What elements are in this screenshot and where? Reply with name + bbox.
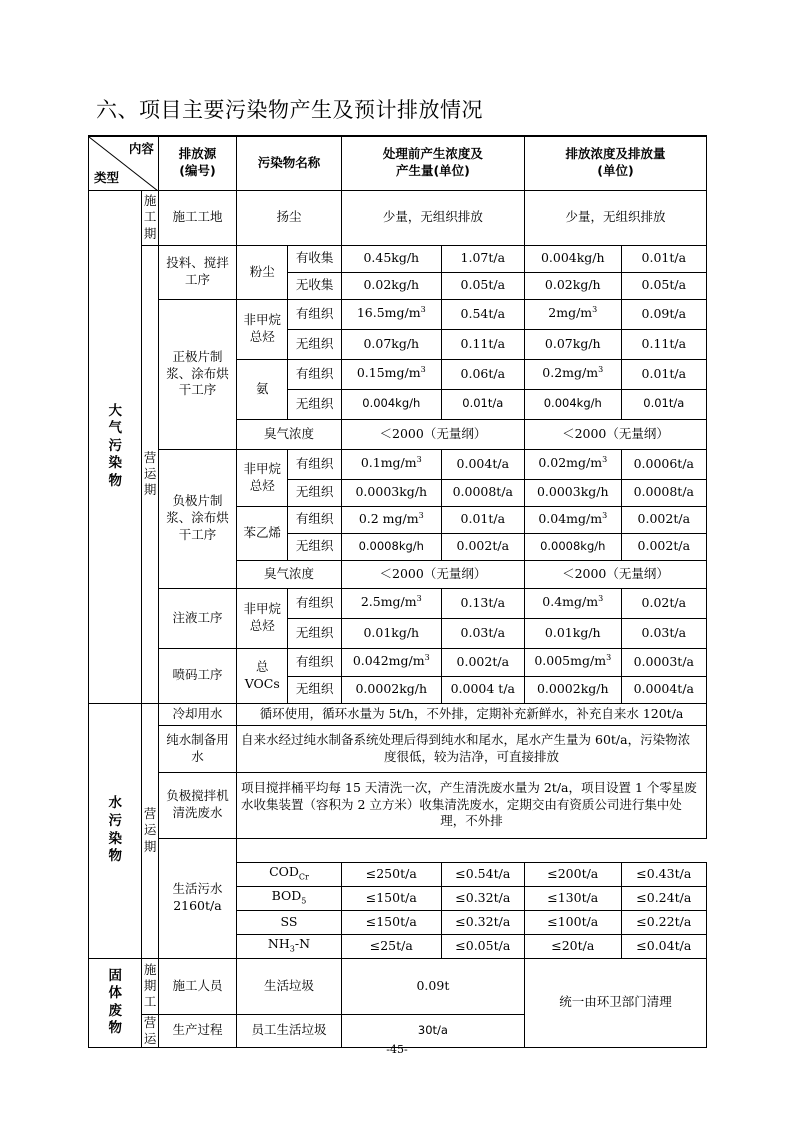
value-cell: 0.01t/a: [621, 245, 706, 272]
value-cell: $0.15mg/m^3$: [341, 359, 441, 389]
source-cell: 负极片制浆、涂布烘干工序: [158, 449, 236, 588]
value-cell: 0.03t/a: [621, 618, 706, 648]
value-cell: 0.002t/a: [621, 506, 706, 533]
value-cell: 0.0004t/a: [621, 676, 706, 703]
pollutant-cell: 扬尘: [237, 190, 342, 245]
value-cell: 0.01kg/h: [524, 618, 621, 648]
emission-type: 有组织: [288, 299, 341, 329]
value-cell: ≤130t/a: [524, 886, 621, 910]
value-cell: 0.0008kg/h: [341, 533, 441, 560]
value-cell: ≤0.04t/a: [621, 934, 706, 958]
value-cell: $0.4mg/m^3$: [524, 588, 621, 618]
header-after: 排放浓度及排放量 (单位): [524, 136, 706, 190]
pollutant-cell: 非甲烷总烃: [237, 449, 288, 506]
period-construction: 施 期 工: [142, 958, 158, 1014]
pollutant-cell: $NH_3-N$: [237, 934, 342, 958]
value-cell: $0.04mg/m^3$: [524, 506, 621, 533]
pollutant-cell: 生活垃圾: [237, 958, 342, 1014]
header-type-label: 类型: [94, 169, 120, 185]
value-cell: 0.02t/a: [621, 588, 706, 618]
emission-type: 无组织: [288, 618, 341, 648]
value-cell: $0.02mg/m^3$: [524, 449, 621, 479]
value-cell: 0.09t/a: [621, 299, 706, 329]
value-cell: 0.01t/a: [441, 389, 524, 419]
source-cell: 生活污水2160t/a: [158, 838, 236, 958]
value-cell: 0.01t/a: [621, 359, 706, 389]
value-cell: ≤100t/a: [524, 910, 621, 934]
value-cell: ≤0.24t/a: [621, 886, 706, 910]
emission-type: 无组织: [288, 389, 341, 419]
table-row: [89, 299, 707, 329]
value-cell: 0.004kg/h: [524, 245, 621, 272]
value-cell: 0.07kg/h: [524, 329, 621, 359]
pollutant-cell: 总 VOCs: [237, 648, 288, 703]
header-corner-cell: [89, 136, 159, 190]
value-cell: ≤0.22t/a: [621, 910, 706, 934]
header-row: [89, 136, 707, 190]
category-water: 水 污 染 物: [89, 703, 142, 958]
value-cell: 0.11t/a: [441, 329, 524, 359]
value-cell: 0.2 $mg/m^3$: [341, 506, 441, 533]
value-cell: 0.0003kg/h: [524, 479, 621, 506]
value-cell: $0.2mg/m^3$: [524, 359, 621, 389]
emission-type: 无组织: [288, 329, 341, 359]
emission-type: 有组织: [288, 588, 341, 618]
odor-after: ＜2000（无量纲）: [524, 419, 706, 449]
emission-type: 有收集: [288, 245, 341, 272]
value-cell: 0.004kg/h: [341, 389, 441, 419]
value-cell: $2.5mg/m^3$: [341, 588, 441, 618]
pollutant-table: [88, 135, 707, 1048]
pollutant-cell: 员工生活垃圾: [237, 1014, 342, 1048]
value-cell: ≤0.32t/a: [441, 886, 524, 910]
pollutant-cell: 氨: [237, 359, 288, 419]
table-row: [89, 725, 707, 772]
source-cell: 冷却用水: [158, 703, 236, 725]
value-cell: 0.03t/a: [441, 618, 524, 648]
value-cell: 1.07t/a: [441, 245, 524, 272]
after-cell: 少量，无组织排放: [524, 190, 706, 245]
value-cell: 0.0008t/a: [621, 479, 706, 506]
emission-type: 有组织: [288, 449, 341, 479]
source-cell: 施工人员: [158, 958, 236, 1014]
value-cell: ≤0.54t/a: [441, 862, 524, 886]
header-source: 排放源 (编号): [158, 136, 236, 190]
source-cell: 纯水制备用水: [158, 725, 236, 772]
value-cell: 0.0002kg/h: [524, 676, 621, 703]
description-cell: 自来水经过纯水制备系统处理后得到纯水和尾水，尾水产生量为 60t/a，污染物浓度很低，较为洁净，可直接排放: [237, 725, 707, 772]
table-row: [89, 648, 707, 676]
source-cell: 施工工地: [158, 190, 236, 245]
pollutant-cell: 非甲烷总烃: [237, 588, 288, 648]
value-cell: 0.02kg/h: [524, 272, 621, 299]
value-cell: 0.07kg/h: [341, 329, 441, 359]
source-cell: 正极片制浆、涂布烘干工序: [158, 299, 236, 449]
pollutant-cell: 非甲烷总烃: [237, 299, 288, 359]
emission-type: 有组织: [288, 359, 341, 389]
value-cell: $0.042mg/m^3$: [341, 648, 441, 676]
value-cell: 0.45kg/h: [341, 245, 441, 272]
description-cell: 项目搅拌桶平均每 15 天清洗一次，产生清洗废水量为 2t/a，项目设置 1 个零星废水收集装置（容积为 2 立方米）收集清洗废水，定期交由有资质公司进行集中处理，不外排: [237, 772, 707, 838]
value-cell: 0.0003t/a: [621, 648, 706, 676]
period-operation: 营 运 期: [142, 703, 158, 958]
value-cell: 0.004t/a: [441, 449, 524, 479]
category-air: 大 气 污 染 物: [89, 190, 142, 703]
pollutant-cell: 苯乙烯: [237, 506, 288, 560]
odor-after: ＜2000（无量纲）: [524, 560, 706, 588]
table-row: [89, 838, 707, 862]
header-before: 处理前产生浓度及 产生量(单位): [341, 136, 524, 190]
emission-type: 无收集: [288, 272, 341, 299]
value-cell: ≤150t/a: [341, 886, 441, 910]
value-cell: ≤150t/a: [341, 910, 441, 934]
emission-type: 有组织: [288, 506, 341, 533]
header-content-label: 内容: [128, 141, 154, 156]
value-cell: 0.06t/a: [441, 359, 524, 389]
period-construction: 施 工 期: [142, 190, 158, 245]
value-cell: 0.01t/a: [441, 506, 524, 533]
value-cell: ≤0.05t/a: [441, 934, 524, 958]
value-cell: ≤20t/a: [524, 934, 621, 958]
emission-type: 有组织: [288, 648, 341, 676]
table-row: [89, 588, 707, 618]
value-cell: ≤25t/a: [341, 934, 441, 958]
value-cell: 0.13t/a: [441, 588, 524, 618]
section-title: 六、项目主要污染物产生及预计排放情况: [96, 98, 483, 122]
odor-label: 臭气浓度: [237, 560, 342, 588]
value-cell: 0.002t/a: [621, 533, 706, 560]
table-row: [89, 190, 707, 245]
value-cell: ≤250t/a: [341, 862, 441, 886]
period-operation: 营 运: [143, 1014, 157, 1046]
value-cell: $2mg/m^3$: [524, 299, 621, 329]
value-cell: ≤0.32t/a: [441, 910, 524, 934]
value-cell: 0.01t/a: [621, 389, 706, 419]
emission-type: 无组织: [288, 479, 341, 506]
value-cell: 0.54t/a: [441, 299, 524, 329]
period-operation: 营 运 期: [142, 245, 158, 703]
value-cell: 0.0008kg/h: [524, 533, 621, 560]
value-cell: 0.002t/a: [441, 648, 524, 676]
amount-cell: 0.09t: [341, 958, 524, 1014]
value-cell: 0.05t/a: [441, 272, 524, 299]
odor-label: 臭气浓度: [237, 419, 342, 449]
source-cell: 注液工序: [158, 588, 236, 648]
value-cell: 0.11t/a: [621, 329, 706, 359]
page-number: -45-: [386, 1043, 408, 1056]
source-cell: 负极搅拌机清洗废水: [158, 772, 236, 838]
value-cell: 0.004kg/h: [524, 389, 621, 419]
odor-before: ＜2000（无量纲）: [341, 560, 524, 588]
category-solid: 固 体 废 物: [89, 958, 142, 1048]
table-row: [89, 703, 707, 725]
pollutant-cell: SS: [237, 910, 342, 934]
value-cell: $16.5mg/m^3$: [341, 299, 441, 329]
emission-type: 无组织: [288, 676, 341, 703]
value-cell: 0.0004 t/a: [441, 676, 524, 703]
source-cell: 生产过程: [158, 1014, 236, 1048]
value-cell: 0.01kg/h: [341, 618, 441, 648]
value-cell: 0.0008t/a: [441, 479, 524, 506]
value-cell: 0.0002kg/h: [341, 676, 441, 703]
odor-before: ＜2000（无量纲）: [341, 419, 524, 449]
value-cell: $0.1mg/m^3$: [341, 449, 441, 479]
header-pollutant: 污染物名称: [237, 136, 342, 190]
table-row: [89, 449, 707, 479]
value-cell: ≤0.43t/a: [621, 862, 706, 886]
value-cell: 0.05t/a: [621, 272, 706, 299]
pollutant-cell: 粉尘: [237, 245, 288, 299]
pollutant-cell: $BOD_5$: [237, 886, 342, 910]
value-cell: $0.005mg/m^3$: [524, 648, 621, 676]
value-cell: 0.002t/a: [441, 533, 524, 560]
value-cell: ≤200t/a: [524, 862, 621, 886]
pollutant-cell: $COD_{Cr}$: [237, 862, 342, 886]
source-cell: 投料、搅拌工序: [158, 245, 236, 299]
table-row: [89, 958, 707, 1014]
table-row: [89, 245, 707, 272]
value-cell: 0.0003kg/h: [341, 479, 441, 506]
table-row: [89, 772, 707, 838]
source-cell: 喷码工序: [158, 648, 236, 703]
amount-cell: 30t/a: [341, 1014, 524, 1048]
disposal-cell: 统一由环卫部门清理: [524, 958, 706, 1048]
description-cell: 循环使用，循环水量为 5t/h，不外排，定期补充新鲜水，补充自来水 120t/a: [237, 703, 707, 725]
before-cell: 少量，无组织排放: [341, 190, 524, 245]
emission-type: 无组织: [288, 533, 341, 560]
value-cell: 0.0006t/a: [621, 449, 706, 479]
value-cell: 0.02kg/h: [341, 272, 441, 299]
